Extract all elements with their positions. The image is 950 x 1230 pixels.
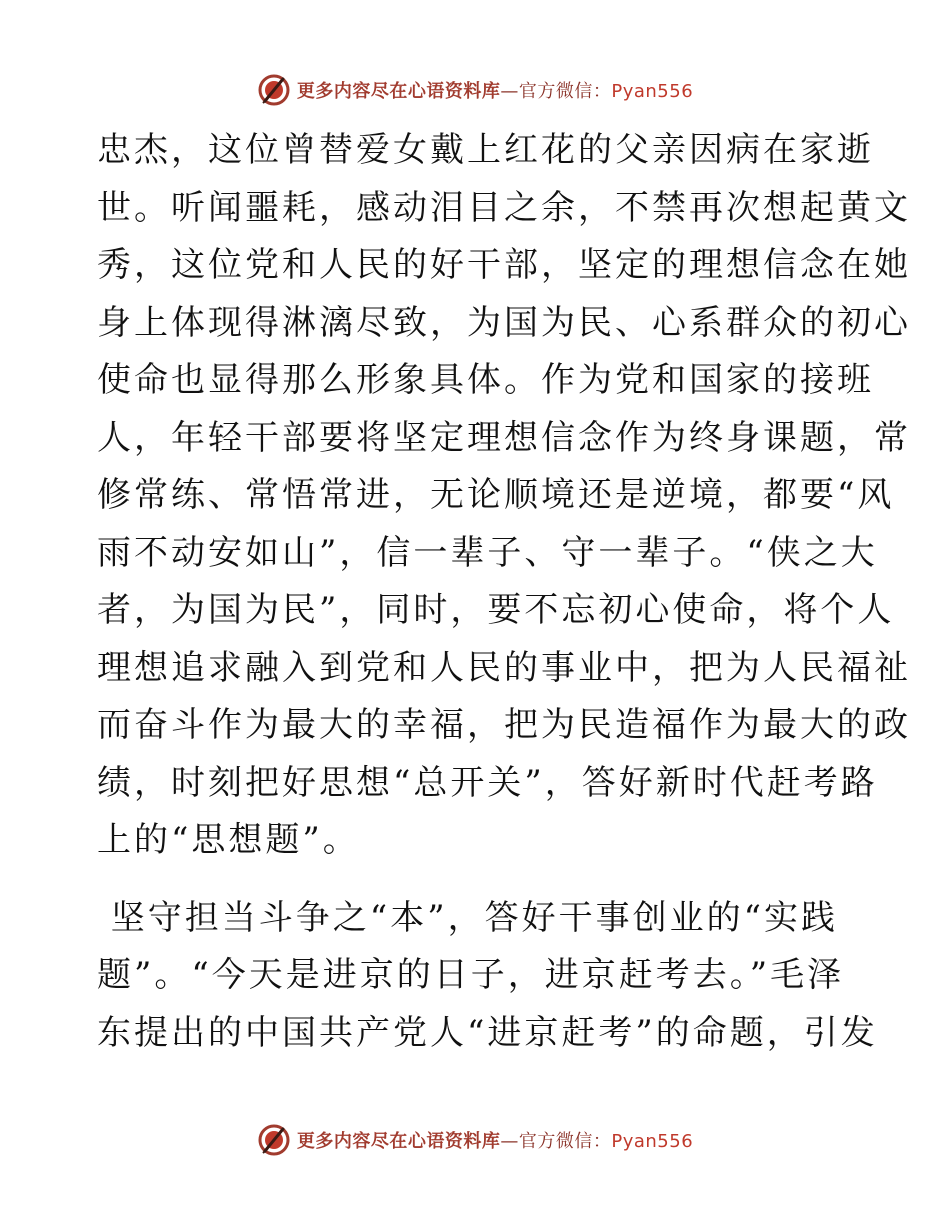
text-line: 人，年轻干部要将坚定理想信念作为终身课题，常 bbox=[97, 417, 911, 458]
text-line: 而奋斗作为最大的幸福，把为民造福作为最大的政 bbox=[97, 705, 911, 745]
text-line: 雨不动安如山”，信一辈子、守一辈子。“侠之大 bbox=[97, 532, 878, 573]
text-line: 上的“思想题”。 bbox=[97, 820, 360, 860]
banner-wechat-label: 官方微信： bbox=[518, 81, 612, 102]
banner-library-text: 更多内容尽在心语资料库 bbox=[296, 1131, 501, 1152]
text-line: 身上体现得淋漓尽致，为国为民、心系群众的初心 bbox=[97, 302, 911, 343]
paragraph-1 bbox=[97, 122, 911, 870]
text-line: 绩，时刻把好思想“总开关”，答好新时代赶考路 bbox=[97, 762, 878, 803]
text-line: 坚守担当斗争之“本”，答好干事创业的“实践 bbox=[97, 897, 838, 938]
text-line: 东提出的中国共产党人“进京赶考”的命题，引发 bbox=[97, 1012, 878, 1053]
paragraph-2 bbox=[97, 890, 878, 1063]
document-body bbox=[97, 122, 911, 1062]
footer-banner bbox=[0, 1120, 950, 1160]
banner-dash: — bbox=[500, 1131, 519, 1152]
pen-seal-icon bbox=[257, 73, 291, 107]
text-line: 忠杰，这位曾替爱女戴上红花的父亲因病在家逝 bbox=[97, 130, 874, 170]
text-line: 秀，这位党和人民的好干部，坚定的理想信念在她 bbox=[97, 245, 911, 285]
pen-seal-icon bbox=[257, 1123, 291, 1157]
text-line: 世。听闻噩耗，感动泪目之余，不禁再次想起黄文 bbox=[97, 187, 911, 228]
paragraph-spacer bbox=[97, 870, 857, 890]
text-line: 修常练、常悟常进，无论顺境还是逆境，都要“风 bbox=[97, 475, 895, 515]
banner-wechat-id: Pyan556 bbox=[611, 81, 694, 102]
banner-text bbox=[297, 77, 693, 103]
text-line: 者，为国为民”，同时，要不忘初心使命，将个人 bbox=[97, 590, 895, 630]
banner-library-text: 更多内容尽在心语资料库 bbox=[296, 81, 501, 102]
banner-dash: — bbox=[500, 81, 519, 102]
text-line: 使命也显得那么形象具体。作为党和国家的接班 bbox=[97, 360, 874, 400]
text-line: 题”。“今天是进京的日子，进京赶考去。”毛泽 bbox=[97, 955, 845, 995]
header-banner bbox=[0, 70, 950, 110]
text-line: 理想追求融入到党和人民的事业中，把为人民福祉 bbox=[97, 647, 911, 688]
banner-wechat-label: 官方微信： bbox=[518, 1131, 612, 1152]
banner-wechat-id: Pyan556 bbox=[611, 1131, 694, 1152]
banner-text bbox=[297, 1127, 693, 1153]
